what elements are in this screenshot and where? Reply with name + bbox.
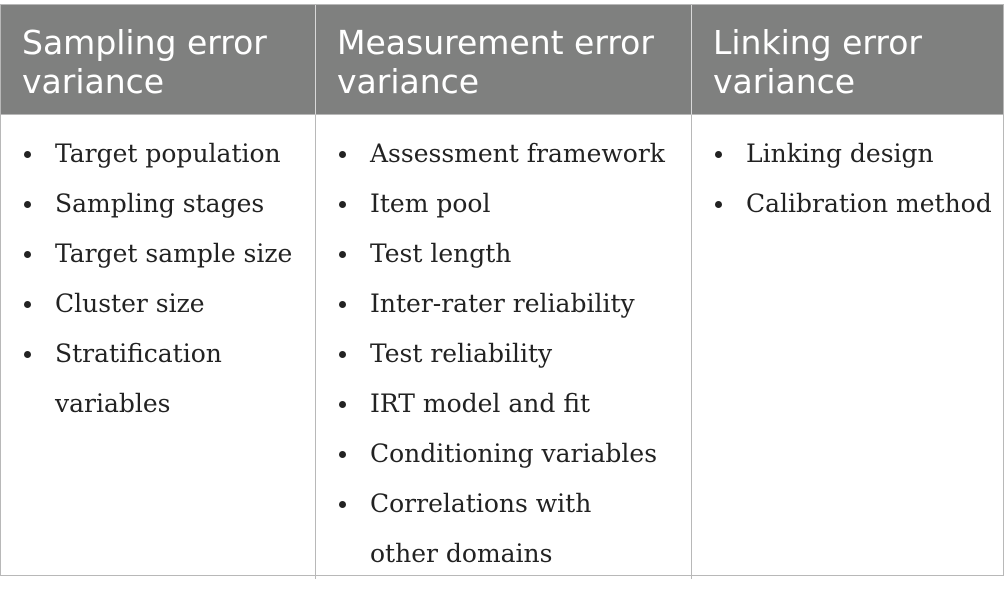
bullet-icon	[24, 201, 31, 208]
list-item-text: Target sample size	[55, 239, 293, 268]
bullet-icon	[715, 151, 722, 158]
linking-error-list	[712, 129, 1003, 229]
linking-error-cell	[692, 115, 1003, 579]
list-item-text: Calibration method	[746, 189, 992, 218]
list-item-text: Target population	[55, 139, 281, 168]
list-item-text: Test reliability	[370, 339, 553, 368]
header-measurement-error: Measurement error variance	[316, 5, 692, 115]
bullet-icon	[24, 151, 31, 158]
list-item	[336, 379, 691, 429]
list-item-text: Conditioning variables	[370, 439, 658, 468]
list-item-text: Test length	[370, 239, 512, 268]
bullet-icon	[339, 201, 346, 208]
list-item	[712, 129, 1003, 179]
list-item	[336, 429, 691, 479]
bullet-icon	[339, 501, 346, 508]
list-item-text: Item pool	[370, 189, 491, 218]
list-item-text: IRT model and fit	[370, 389, 591, 418]
list-item	[336, 479, 691, 579]
list-item	[21, 279, 315, 329]
list-item	[21, 129, 315, 179]
list-item	[336, 329, 691, 379]
measurement-error-list	[336, 129, 691, 579]
error-variance-table	[0, 4, 1004, 576]
header-linking-error: Linking error variance	[692, 5, 1003, 115]
bullet-icon	[339, 151, 346, 158]
list-item-text: Cluster size	[55, 289, 205, 318]
sampling-error-cell	[1, 115, 316, 579]
list-item	[712, 179, 1003, 229]
bullet-icon	[24, 251, 31, 258]
bullet-icon	[339, 301, 346, 308]
header-sampling-error: Sampling error variance	[1, 5, 316, 115]
bullet-icon	[24, 351, 31, 358]
bullet-icon	[339, 401, 346, 408]
list-item	[21, 329, 315, 429]
list-item	[21, 179, 315, 229]
list-item-text: Sampling stages	[55, 189, 265, 218]
measurement-error-cell	[316, 115, 692, 579]
bullet-icon	[339, 451, 346, 458]
list-item	[336, 279, 691, 329]
bullet-icon	[715, 201, 722, 208]
list-item	[336, 229, 691, 279]
bullet-icon	[339, 351, 346, 358]
list-item	[21, 229, 315, 279]
list-item-text: Inter-rater reliability	[370, 289, 635, 318]
sampling-error-list	[21, 129, 315, 429]
list-item-text: Correlations with other domains	[370, 489, 592, 568]
list-item-text: Linking design	[746, 139, 934, 168]
list-item	[336, 129, 691, 179]
list-item-text: Stratification variables	[55, 339, 222, 418]
bullet-icon	[24, 301, 31, 308]
list-item	[336, 179, 691, 229]
bullet-icon	[339, 251, 346, 258]
list-item-text: Assessment framework	[370, 139, 665, 168]
